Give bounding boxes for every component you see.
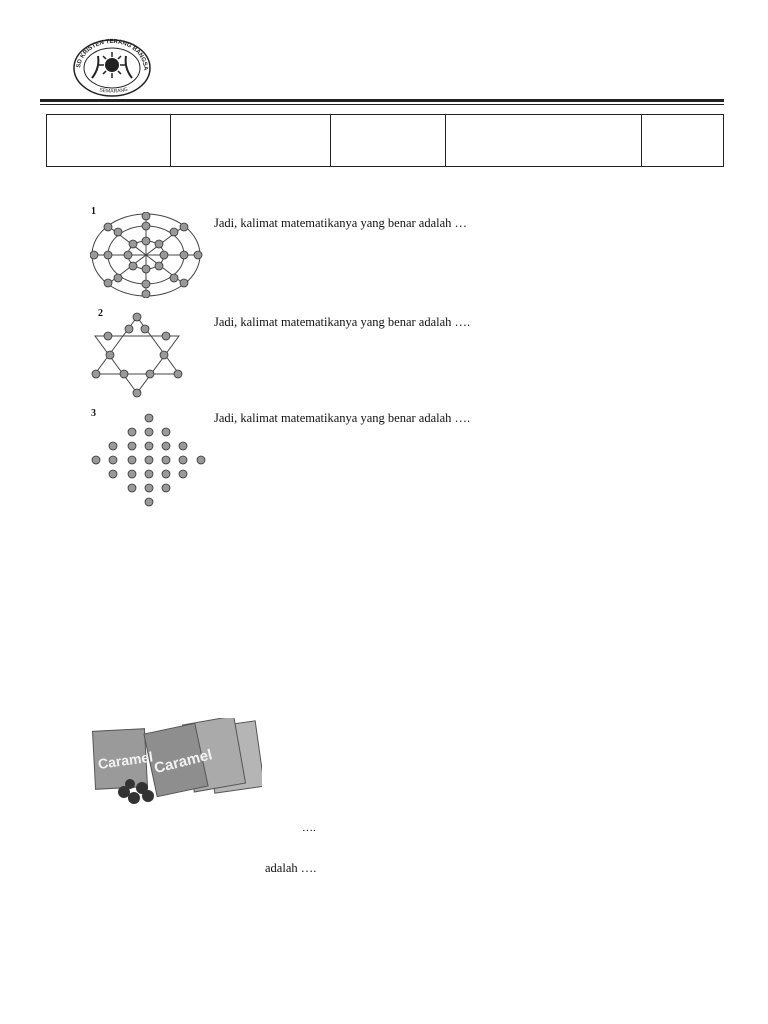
header-rule-thick — [40, 99, 724, 102]
question-number: 3 — [91, 408, 96, 419]
header-cell — [171, 115, 331, 167]
header-cell — [47, 115, 171, 167]
header-rule-thin — [40, 104, 724, 105]
header-cell — [642, 115, 724, 167]
question-text: Jadi, kalimat matematikanya yang benar adalah …. — [214, 315, 471, 329]
answer-text: adalah …. — [265, 861, 317, 875]
question-text: Jadi, kalimat matematikanya yang benar adalah …. — [214, 411, 471, 425]
caramel-label: Caramel — [96, 748, 154, 772]
answer-dots: …. — [302, 822, 316, 834]
logo-text-top: SD KRISTEN TERANG BANGSA — [76, 38, 149, 71]
header-cell — [446, 115, 642, 167]
logo-text-bottom: SEMARANG — [98, 86, 129, 95]
question-number: 2 — [98, 308, 103, 319]
question-number: 1 — [91, 206, 96, 217]
header-cell — [331, 115, 446, 167]
header-info-table — [46, 114, 724, 167]
caramel-label: Caramel — [152, 746, 215, 778]
school-logo — [70, 38, 154, 98]
figure-circle-web-dots — [90, 212, 212, 298]
caramel-candy-image — [92, 718, 262, 810]
question-text: Jadi, kalimat matematikanya yang benar adalah … — [214, 216, 468, 230]
figure-diamond-dots — [90, 412, 208, 508]
figure-star-of-david-dots — [90, 312, 184, 398]
